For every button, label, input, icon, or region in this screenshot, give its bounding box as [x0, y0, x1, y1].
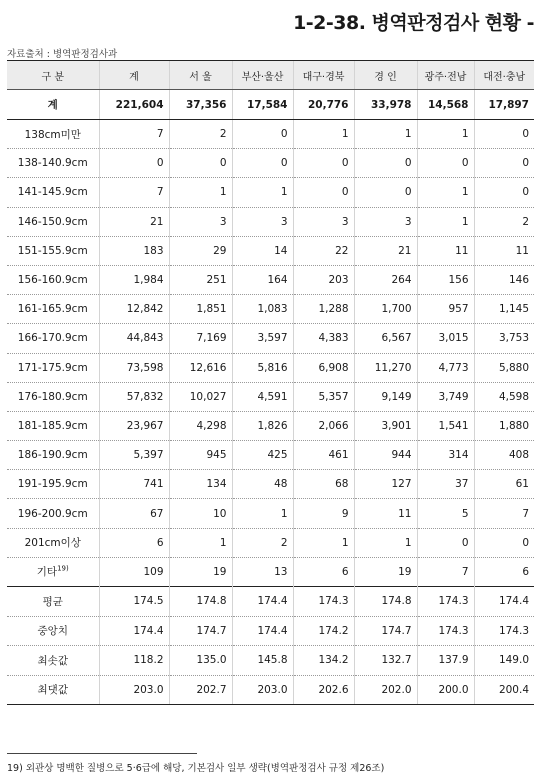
table-row — [7, 120, 534, 149]
table-cell: 44,843 — [99, 324, 169, 353]
row-label: 171-175.9cm — [7, 353, 99, 382]
table-cell: 3 — [232, 207, 293, 236]
stat-row — [7, 616, 534, 646]
row-label: 138cm미만 — [7, 120, 99, 149]
table-cell: 1,851 — [169, 295, 232, 324]
header-row — [7, 61, 534, 90]
table-row — [7, 382, 534, 411]
table-cell: 6,567 — [354, 324, 417, 353]
table-cell: 0 — [293, 178, 354, 207]
stat-cell: 149.0 — [474, 646, 534, 676]
table-cell: 0 — [232, 149, 293, 178]
table-row — [7, 441, 534, 470]
table-cell: 741 — [99, 470, 169, 499]
table-cell: 22 — [293, 236, 354, 265]
table-cell: 109 — [99, 557, 169, 586]
stat-cell: 174.3 — [474, 616, 534, 646]
stat-label: 최솟값 — [7, 646, 99, 676]
row-label: 181-185.9cm — [7, 411, 99, 440]
table-cell: 3,597 — [232, 324, 293, 353]
row-label: 141-145.9cm — [7, 178, 99, 207]
table-cell: 12,616 — [169, 353, 232, 382]
table-cell: 13 — [232, 557, 293, 586]
table-cell: 6 — [99, 528, 169, 557]
table-cell: 11 — [354, 499, 417, 528]
table-cell: 12,842 — [99, 295, 169, 324]
table-cell: 10,027 — [169, 382, 232, 411]
header-daejeon-chungnam: 대전·충남 — [474, 61, 534, 90]
stat-cell: 203.0 — [99, 675, 169, 705]
table-cell: 4,773 — [417, 353, 474, 382]
row-label: 201cm이상 — [7, 528, 99, 557]
table-cell: 2 — [232, 528, 293, 557]
stat-label: 최댓값 — [7, 675, 99, 705]
stat-row — [7, 587, 534, 617]
table-cell: 0 — [293, 149, 354, 178]
table-cell: 1 — [293, 528, 354, 557]
row-label: 176-180.9cm — [7, 382, 99, 411]
total-cell: 17,897 — [474, 90, 534, 120]
table-cell: 0 — [474, 149, 534, 178]
table-cell: 1 — [169, 528, 232, 557]
table-cell: 4,591 — [232, 382, 293, 411]
table-cell: 11 — [474, 236, 534, 265]
stat-cell: 202.0 — [354, 675, 417, 705]
table-cell: 134 — [169, 470, 232, 499]
stat-cell: 174.8 — [354, 587, 417, 617]
header-total: 계 — [99, 61, 169, 90]
total-label: 계 — [7, 90, 99, 120]
table-cell: 67 — [99, 499, 169, 528]
table-cell: 1 — [232, 499, 293, 528]
table-cell: 1,288 — [293, 295, 354, 324]
table-cell: 9 — [293, 499, 354, 528]
table-cell: 1 — [417, 120, 474, 149]
header-category: 구 분 — [7, 61, 99, 90]
table-cell: 1,541 — [417, 411, 474, 440]
table-cell: 3 — [169, 207, 232, 236]
total-cell: 33,978 — [354, 90, 417, 120]
table-cell: 146 — [474, 265, 534, 294]
row-label: 151-155.9cm — [7, 236, 99, 265]
table-cell: 0 — [474, 178, 534, 207]
stat-cell: 135.0 — [169, 646, 232, 676]
table-cell: 7 — [474, 499, 534, 528]
stat-cell: 203.0 — [232, 675, 293, 705]
page-title: 1-2-38. 병역판정검사 현황 - — [293, 12, 534, 34]
header-gyeongin: 경 인 — [354, 61, 417, 90]
table-cell: 4,598 — [474, 382, 534, 411]
stat-cell: 134.2 — [293, 646, 354, 676]
table-cell: 2 — [169, 120, 232, 149]
stat-cell: 137.9 — [417, 646, 474, 676]
table-cell: 73,598 — [99, 353, 169, 382]
header-seoul: 서 울 — [169, 61, 232, 90]
table-cell: 425 — [232, 441, 293, 470]
stat-cell: 145.8 — [232, 646, 293, 676]
table-row — [7, 411, 534, 440]
source-note: 자료출처 : 병역판정검사과 — [7, 49, 118, 60]
total-cell: 14,568 — [417, 90, 474, 120]
total-cell: 20,776 — [293, 90, 354, 120]
table-cell: 0 — [417, 528, 474, 557]
table-cell: 944 — [354, 441, 417, 470]
table-cell: 5 — [417, 499, 474, 528]
table-cell: 1,880 — [474, 411, 534, 440]
table-cell: 461 — [293, 441, 354, 470]
table-cell: 7 — [417, 557, 474, 586]
table-row — [7, 557, 534, 586]
stat-cell: 174.2 — [293, 616, 354, 646]
table-cell: 1,083 — [232, 295, 293, 324]
stat-cell: 174.3 — [293, 587, 354, 617]
table-cell: 7,169 — [169, 324, 232, 353]
stat-cell: 202.7 — [169, 675, 232, 705]
table-cell: 19 — [354, 557, 417, 586]
row-label: 138-140.9cm — [7, 149, 99, 178]
table-cell: 2,066 — [293, 411, 354, 440]
table-cell: 0 — [354, 149, 417, 178]
table-row — [7, 236, 534, 265]
table-cell: 4,298 — [169, 411, 232, 440]
table-cell: 0 — [474, 120, 534, 149]
table-row — [7, 207, 534, 236]
table-cell: 23,967 — [99, 411, 169, 440]
row-label: 156-160.9cm — [7, 265, 99, 294]
table-cell: 1 — [354, 120, 417, 149]
row-label: 191-195.9cm — [7, 470, 99, 499]
row-label-text: 기타 — [36, 566, 58, 579]
table-cell: 14 — [232, 236, 293, 265]
table-cell: 183 — [99, 236, 169, 265]
table-row — [7, 499, 534, 528]
table-cell: 1 — [417, 178, 474, 207]
table-cell: 264 — [354, 265, 417, 294]
table-cell: 164 — [232, 265, 293, 294]
table-cell: 1 — [293, 120, 354, 149]
table-row — [7, 528, 534, 557]
stat-cell: 132.7 — [354, 646, 417, 676]
table-cell: 3,753 — [474, 324, 534, 353]
stat-cell: 174.3 — [417, 587, 474, 617]
table-cell: 957 — [417, 295, 474, 324]
row-label: 186-190.9cm — [7, 441, 99, 470]
table-cell: 5,357 — [293, 382, 354, 411]
table-cell: 0 — [417, 149, 474, 178]
stat-cell: 174.7 — [169, 616, 232, 646]
table-cell: 3,749 — [417, 382, 474, 411]
table-cell: 4,383 — [293, 324, 354, 353]
table-row — [7, 470, 534, 499]
stat-cell: 118.2 — [99, 646, 169, 676]
table-row — [7, 353, 534, 382]
table-cell: 6,908 — [293, 353, 354, 382]
header-gwangju-jeonnam: 광주·전남 — [417, 61, 474, 90]
table-cell: 11 — [417, 236, 474, 265]
table-cell: 0 — [99, 149, 169, 178]
row-label: 196-200.9cm — [7, 499, 99, 528]
table-cell: 203 — [293, 265, 354, 294]
stat-cell: 202.6 — [293, 675, 354, 705]
table-cell: 21 — [354, 236, 417, 265]
header-daegu-gyeongbuk: 대구·경북 — [293, 61, 354, 90]
table-cell: 11,270 — [354, 353, 417, 382]
table-cell: 68 — [293, 470, 354, 499]
stat-cell: 174.4 — [232, 587, 293, 617]
footnote-ref: 19) — [57, 564, 69, 573]
table-cell: 408 — [474, 441, 534, 470]
table-cell: 3 — [354, 207, 417, 236]
stat-row — [7, 646, 534, 676]
table-cell: 0 — [169, 149, 232, 178]
stat-cell: 174.4 — [232, 616, 293, 646]
table-cell: 156 — [417, 265, 474, 294]
row-label: 146-150.9cm — [7, 207, 99, 236]
table-cell: 0 — [232, 120, 293, 149]
footnote: 19) 외관상 명백한 질병으로 5·6급에 해당, 기본검사 일부 생략(병역판정검사 규정 제26조) — [7, 763, 385, 774]
footnote-divider — [7, 753, 197, 754]
table-cell: 3,901 — [354, 411, 417, 440]
table-cell: 5,397 — [99, 441, 169, 470]
table-cell: 29 — [169, 236, 232, 265]
table-cell: 314 — [417, 441, 474, 470]
total-cell: 221,604 — [99, 90, 169, 120]
table-row — [7, 265, 534, 294]
table-cell: 48 — [232, 470, 293, 499]
table-cell: 10 — [169, 499, 232, 528]
table-cell: 5,880 — [474, 353, 534, 382]
stat-cell: 200.0 — [417, 675, 474, 705]
stat-row — [7, 675, 534, 705]
table-cell: 0 — [354, 178, 417, 207]
table-row — [7, 324, 534, 353]
table-cell: 0 — [474, 528, 534, 557]
row-label: 161-165.9cm — [7, 295, 99, 324]
table-cell: 2 — [474, 207, 534, 236]
table-cell: 37 — [417, 470, 474, 499]
table-cell: 6 — [474, 557, 534, 586]
total-row — [7, 90, 534, 120]
stat-cell: 174.7 — [354, 616, 417, 646]
stat-cell: 174.8 — [169, 587, 232, 617]
table-cell: 3,015 — [417, 324, 474, 353]
table-cell: 1 — [169, 178, 232, 207]
header-busan-ulsan: 부산·울산 — [232, 61, 293, 90]
table-row — [7, 149, 534, 178]
table-cell: 1 — [354, 528, 417, 557]
stat-cell: 174.4 — [474, 587, 534, 617]
table-cell: 1,145 — [474, 295, 534, 324]
table-cell: 945 — [169, 441, 232, 470]
table-cell: 7 — [99, 178, 169, 207]
stat-cell: 200.4 — [474, 675, 534, 705]
table-cell: 1,826 — [232, 411, 293, 440]
table-cell: 9,149 — [354, 382, 417, 411]
stat-cell: 174.5 — [99, 587, 169, 617]
row-label — [7, 557, 99, 586]
table-cell: 1 — [232, 178, 293, 207]
table-cell: 7 — [99, 120, 169, 149]
table-row — [7, 178, 534, 207]
table-cell: 251 — [169, 265, 232, 294]
table-cell: 5,816 — [232, 353, 293, 382]
table-cell: 57,832 — [99, 382, 169, 411]
table-cell: 6 — [293, 557, 354, 586]
table-cell: 1 — [417, 207, 474, 236]
inspection-table — [7, 60, 534, 705]
table-cell: 1,984 — [99, 265, 169, 294]
table-cell: 1,700 — [354, 295, 417, 324]
total-cell: 17,584 — [232, 90, 293, 120]
table-cell: 127 — [354, 470, 417, 499]
stat-label: 중앙치 — [7, 616, 99, 646]
stat-cell: 174.3 — [417, 616, 474, 646]
table-row — [7, 295, 534, 324]
stat-cell: 174.4 — [99, 616, 169, 646]
table-cell: 3 — [293, 207, 354, 236]
row-label: 166-170.9cm — [7, 324, 99, 353]
stat-label: 평균 — [7, 587, 99, 617]
total-cell: 37,356 — [169, 90, 232, 120]
table-cell: 61 — [474, 470, 534, 499]
table-cell: 19 — [169, 557, 232, 586]
table-cell: 21 — [99, 207, 169, 236]
